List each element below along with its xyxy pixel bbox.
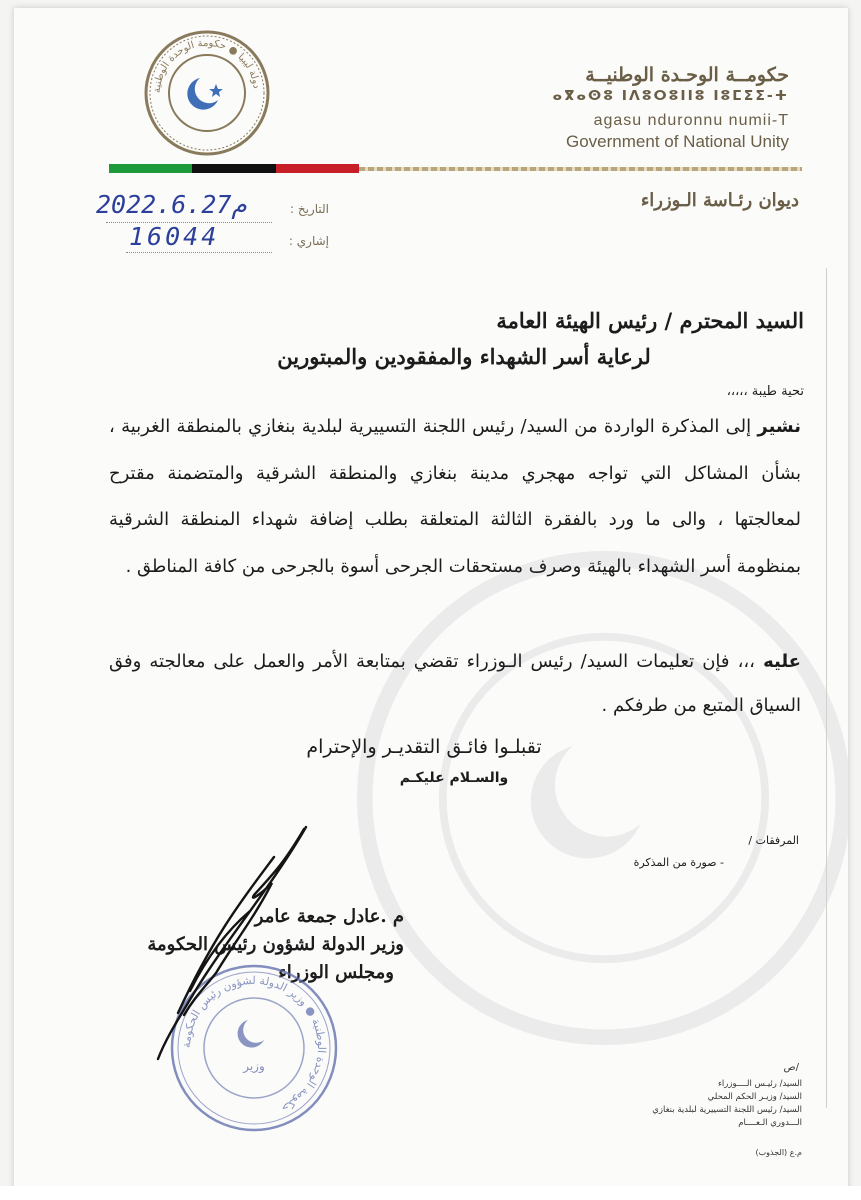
seal-ring-text: دولة ليبيا ● حكومة الوحدة الوطنية bbox=[151, 37, 262, 94]
copies-list bbox=[584, 1078, 802, 1130]
copies-list-item: الـــدوري الـعــــام bbox=[738, 1118, 802, 1128]
signatory-title-1: وزير الدولة لشؤون رئيس الحكومة bbox=[147, 934, 404, 955]
salutation: والسـلام عليكـم bbox=[399, 770, 509, 786]
stamp-ring-text: حكومة الوحدة الوطنية ● وزير الدولة لشؤون رئيس الحكومة bbox=[179, 973, 329, 1116]
date-label: التاريخ : bbox=[289, 202, 329, 216]
bottom-margin bbox=[0, 1186, 861, 1200]
reference-value: 16044 bbox=[129, 222, 220, 251]
paragraph-2-text: ،،، فإن تعليمات السيد/ رئيس الـوزراء تقضي بمتابعة الأمر والعمل على معالجته وفق السياق المتبع من طرفكم . bbox=[109, 651, 801, 716]
addressee-line-1: السيد المحترم / رئيس الهيئة العامة bbox=[496, 308, 804, 333]
signatory-title-2: ومجلس الوزراء bbox=[278, 962, 394, 983]
flag-green bbox=[109, 164, 192, 173]
date-value: 2022.6.27م bbox=[96, 190, 247, 219]
margin-rule bbox=[826, 268, 827, 1108]
attachments-label: المرفقات / bbox=[748, 834, 799, 847]
paragraph-2 bbox=[109, 640, 801, 728]
flag-red bbox=[276, 164, 359, 173]
addressee-line-2: لرعاية أسر الشهداء والمفقودين والمبتورين bbox=[277, 344, 651, 369]
flag-black bbox=[192, 164, 275, 173]
paragraph-1-lead: نشير bbox=[757, 416, 802, 437]
gov-name-english: Government of National Unity bbox=[566, 132, 789, 151]
paragraph-2-lead: عليه bbox=[763, 651, 801, 672]
copies-list-item: السيد/ رئيـس الــــوزراء bbox=[717, 1079, 802, 1089]
office-name: ديوان رئـاسة الـوزراء bbox=[640, 190, 799, 211]
letter-page bbox=[14, 8, 848, 1192]
copies-footer: م.ع (الجذوب) bbox=[755, 1148, 802, 1157]
copies-mark: ص/ bbox=[783, 1062, 799, 1073]
copies-list-item: السيد/ رئيس اللجنة التسييرية لبلدية بنغازي bbox=[652, 1105, 802, 1115]
watermark-seal bbox=[344, 538, 848, 1058]
greeting: تحية طيبة ،،،،، bbox=[726, 384, 804, 399]
stamp-center-text: وزير bbox=[243, 1059, 265, 1073]
handwritten-signature bbox=[154, 823, 324, 1063]
copies-list-item: السيد/ وزيـر الحكم المحلي bbox=[707, 1092, 802, 1102]
attachment-item: - صورة من المذكرة bbox=[633, 856, 724, 869]
gov-name-tifinagh: ⴰⴳⴰⵙⵓ ⵏⴷⵓⵔⵓⵏⵏⵓ ⵏⵓⵎⵉⵉ-ⵜ bbox=[552, 88, 789, 104]
paragraph-1-text: إلى المذكرة الواردة من السيد/ رئيس اللجنة التسييرية لبلدية بنغازي بالمنطقة الغربية ، بشأن المشاكل التي تواجه مهجري مدينة بنغازي والمنطقة الشرقية والمتضمنة مقترح لمعالجتها ، والى ما ورد بالفقرة الثالثة المتعلقة بطلب إضافة شهداء المنطقة الشرقية بمنظومة أسر الشهداء بالهيئة وصرف مستحقات الجرحى أسوة بالجرحى من كافة المناطق . bbox=[109, 416, 801, 577]
gov-name-latin: agasu nduronnu numii-T bbox=[593, 112, 789, 129]
gov-name-arabic: حكومــة الوحـدة الوطنيــة bbox=[585, 64, 789, 86]
reference-label: إشاري : bbox=[288, 234, 329, 248]
flag-color-bar bbox=[109, 164, 359, 173]
reference-dotted-line bbox=[126, 252, 272, 253]
header-divider bbox=[359, 167, 802, 171]
government-seal bbox=[142, 28, 272, 158]
signatory-name: م .عادل جمعة عامر bbox=[254, 906, 404, 927]
closing-line: تقبلـوا فائـق التقديـر والإحترام bbox=[306, 736, 542, 758]
paragraph-1 bbox=[109, 404, 801, 590]
